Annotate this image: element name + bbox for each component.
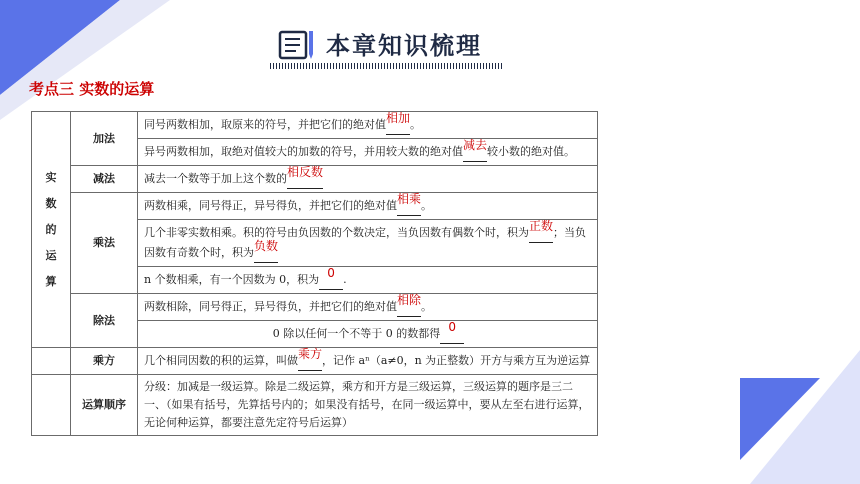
table-row: [32, 294, 598, 321]
power-rule: 几个相同因数的积的运算，叫做乘方，记作 aⁿ（a≠0，n 为正整数）开方与乘方互为逆运算: [138, 348, 598, 375]
answer-text: 0: [448, 320, 457, 334]
table-row: [32, 348, 598, 375]
table-row: [32, 193, 598, 220]
section-title: 考点三 实数的运算: [29, 80, 155, 98]
division-rule-2: 0 除以任何一个不等于 0 的数都得 0: [138, 321, 598, 348]
multiplication-rule-3: n 个数相乘，有一个因数为 0，积为 0 .: [138, 267, 598, 294]
subtraction-rule: 减去一个数等于加上这个数的相反数: [138, 166, 598, 193]
multiplication-rule-1: 两数相乘，同号得正，异号得负，并把它们的绝对值相乘。: [138, 193, 598, 220]
row-label-addition: 加法: [71, 112, 138, 166]
notebook-pen-icon: [278, 28, 318, 60]
answer-text: 正数: [529, 219, 554, 233]
answer-text: 相乘: [397, 192, 422, 206]
row-label-power: 乘方: [71, 348, 138, 375]
row-label-order: 运算顺序: [71, 375, 138, 436]
addition-rule-2: 异号两数相加，取绝对值较大的加数的符号，并用较大数的绝对值减去较小数的绝对值。: [138, 139, 598, 166]
title-underline: [270, 63, 502, 69]
category-continuation: [32, 348, 71, 375]
addition-rule-1: 同号两数相加，取原来的符号，并把它们的绝对值相加。: [138, 112, 598, 139]
page-header: [278, 26, 482, 61]
bottom-right-decoration: [720, 350, 860, 484]
table-row: [32, 375, 598, 436]
answer-text: 相除: [397, 293, 422, 307]
page-title: 本章知识梳理: [326, 32, 482, 60]
category-label: 实 数 的 运 算: [45, 170, 57, 288]
answer-text: 减去: [463, 138, 488, 152]
answer-text: 0: [327, 266, 335, 280]
answer-text: 负数: [254, 239, 279, 253]
answer-text: 相反数: [287, 165, 324, 179]
category-continuation: [32, 375, 71, 436]
row-label-subtraction: 减法: [71, 166, 138, 193]
multiplication-rule-2: 几个非零实数相乘。积的符号由负因数的个数决定，当负因数有偶数个时，积为正数；当负因数有奇数个时，积为负数: [138, 220, 598, 267]
answer-text: 相加: [386, 111, 411, 125]
table-row: [32, 112, 598, 139]
category-cell: [32, 112, 71, 348]
order-rule: 分级：加减是一级运算。除是二级运算，乘方和开方是三级运算，三级运算的题序是三二一、（如果有括号，先算括号内的；如果没有括号，在同一级运算中，要从左至右进行运算，无论何种运算，都要注意先定符号后运算）: [138, 375, 598, 436]
operations-table: [31, 111, 598, 436]
answer-text: 乘方: [298, 347, 323, 361]
division-rule-1: 两数相除，同号得正，异号得负，并把它们的绝对值相除。: [138, 294, 598, 321]
row-label-multiplication: 乘法: [71, 193, 138, 294]
table-row: [32, 166, 598, 193]
row-label-division: 除法: [71, 294, 138, 348]
